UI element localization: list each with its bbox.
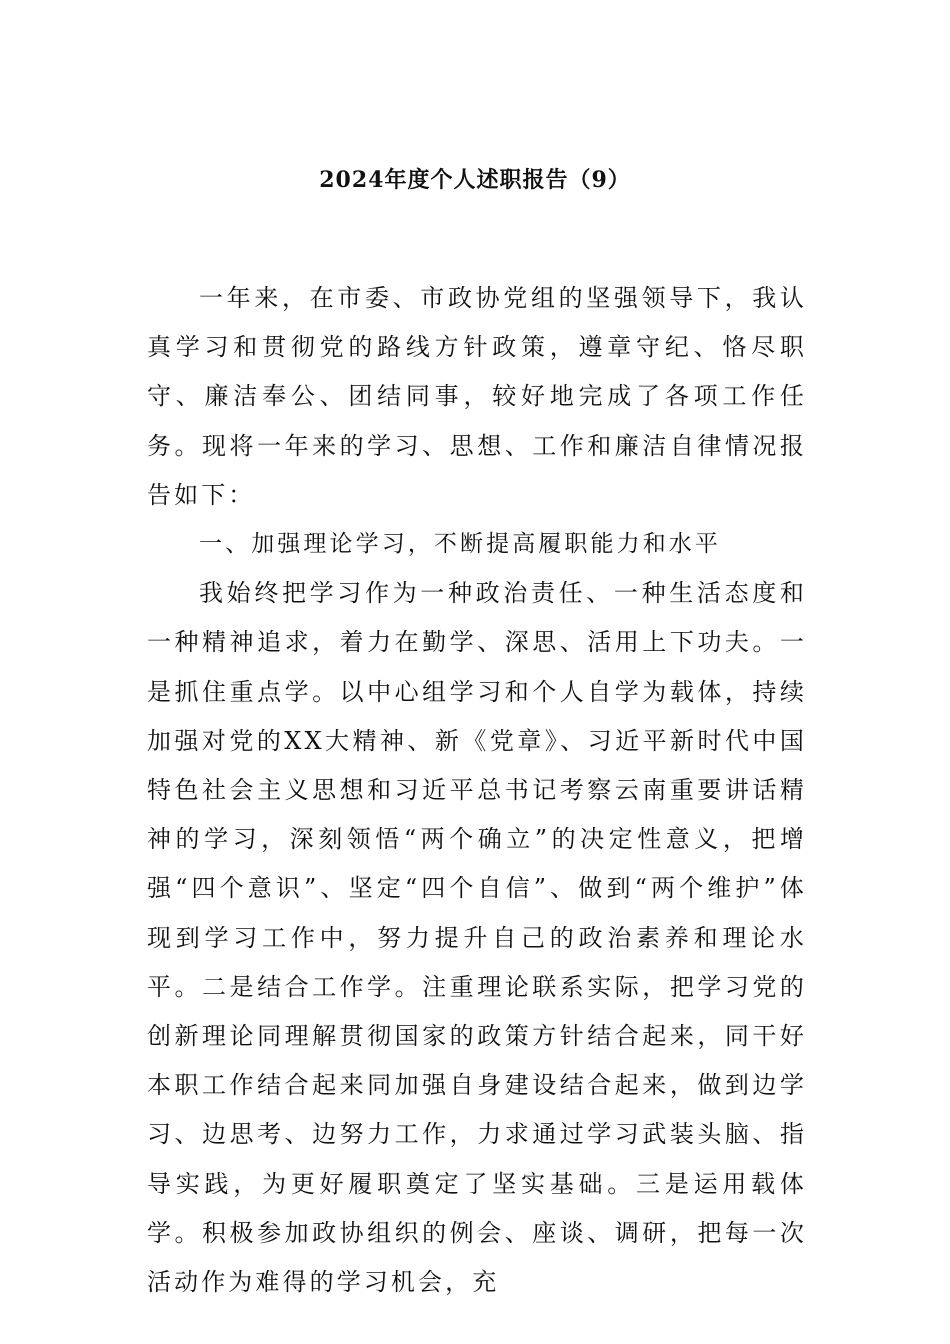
document-title: 2024年度个人述职报告（9）: [319, 167, 631, 193]
intro-paragraph: 一年来，在市委、市政协党组的坚强领导下，我认真学习和贯彻党的路线方针政策，遵章守纪、恪尽职守、廉洁奉公、团结同事，较好地完成了各项工作任务。现将一年来的学习、思想、工作和廉洁自律情况报告如下：: [147, 284, 807, 509]
section-paragraph: 我始终把学习作为一种政治责任、一种生活态度和一种精神追求，着力在勤学、深思、活用上下功夫。一是抓住重点学。以中心组学习和个人自学为载体，持续加强对党的XX大精神、新《党章》、习近平新时代中国特色社会主义思想和习近平总书记考察云南重要讲话精神的学习，深刻领悟“两个确立”的决定性意义，把增强“四个意识”、坚定“四个自信”、做到“两个维护”体现到学习工作中，努力提升自己的政治素养和理论水平。二是结合工作学。注重理论联系实际，把学习党的创新理论同理解贯彻国家的政策方针结合起来，同干好本职工作结合起来同加强自身建设结合起来，做到边学习、边思考、边努力工作，力求通过学习武装头脑、指导实践，为更好履职奠定了坚实基础。三是运用载体学。积极参加政协组织的例会、座谈、调研，把每一次活动作为难得的学习机会，充: [147, 579, 807, 1297]
section-heading: 一、加强理论学习，不断提高履职能力和水平: [199, 531, 721, 558]
document-body: [147, 274, 807, 1307]
